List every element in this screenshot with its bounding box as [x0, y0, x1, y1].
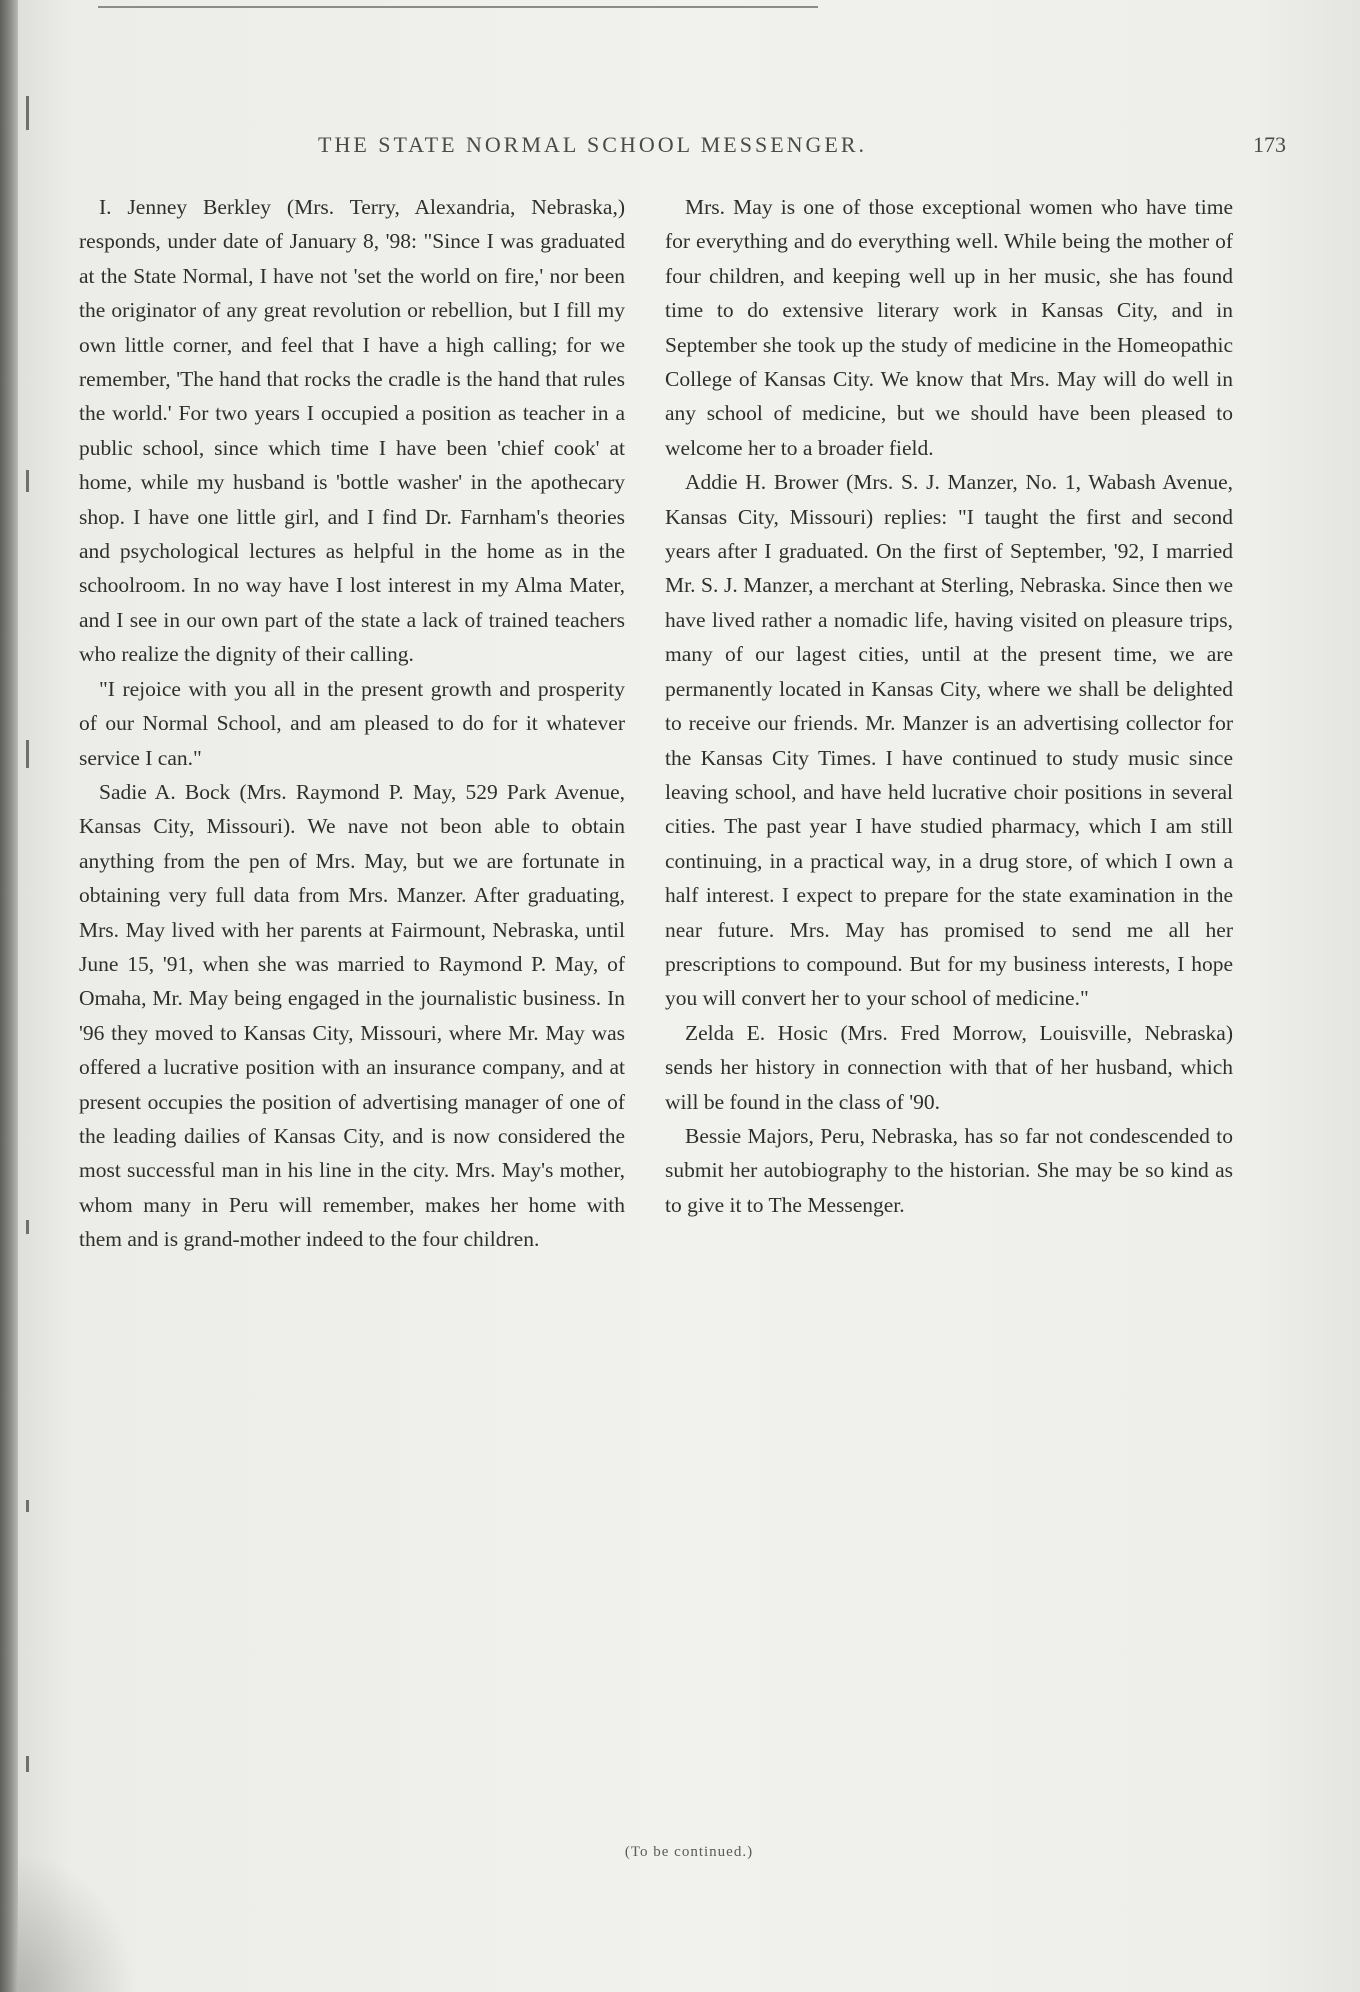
paragraph-hosic: Zelda E. Hosic (Mrs. Fred Morrow, Louisville, Nebraska) sends her history in connection with that of her husband, which will be found in the class of '90.: [665, 1020, 1233, 1114]
margin-mark: [26, 1220, 29, 1234]
left-column: [79, 190, 625, 1257]
margin-mark: [26, 96, 29, 130]
margin-mark: [26, 1756, 29, 1772]
margin-mark: [26, 1500, 29, 1512]
to-be-continued-note: (To be continued.): [624, 1844, 754, 1860]
paragraph-majors: Bessie Majors, Peru, Nebraska, has so far not condescended to submit her autobiography to the historian. She may be so kind as to give it to The Messenger.: [665, 1123, 1233, 1217]
paragraph-rejoice: "I rejoice with you all in the present growth and prosperity of our Normal School, and am pleased to do for it whatever service I can.": [79, 676, 625, 770]
paragraph-berkley: I. Jenney Berkley (Mrs. Terry, Alexandria, Nebraska,) responds, under date of January 8, '98: "Since I was graduated at the State Normal, I have not 'set the world on fire,' nor been the originator of any great revolution or rebellion, but I fill my own little corner, and feel that I have a high calling; for we remember, 'The hand that rocks the cradle is the hand that rules the world.' For two years I occupied a position as teacher in a public school, since which time I have been 'chief cook' at home, while my husband is 'bottle washer' in the apothecary shop. I have one little girl, and I find Dr. Farnham's theories and psychological lectures as helpful in the home as in the schoolroom. In no way have I lost interest in my Alma Mater, and I see in our own part of the state a lack of trained teachers who realize the dignity of their calling.: [79, 195, 625, 667]
top-rule: [98, 6, 818, 8]
right-column: [665, 190, 1233, 1222]
paragraph-may: Mrs. May is one of those exceptional women who have time for everything and do everything well. While being the mother of four children, and keeping well up in her music, she has found time to do extensive literary work in Kansas City, and in September she took up the study of medicine in the Homeopathic College of Kansas City. We know that Mrs. May will do well in any school of medicine, but we should have been pleased to welcome her to a broader field.: [665, 195, 1233, 460]
page-edge-shadow: [0, 0, 18, 1992]
paragraph-brower: Addie H. Brower (Mrs. S. J. Manzer, No. 1, Wabash Avenue, Kansas City, Missouri) replies: "I taught the first and second years after I graduated. On the first of September, '92, I married Mr. S. J. Manzer, a merchant at Sterling, Nebraska. Since then we have lived rather a nomadic life, having visited on pleasure trips, many of our lagest cities, until at the present time, we are permanently located in Kansas City, where we shall be delighted to receive our friends. Mr. Manzer is an advertising collector for the Kansas City Times. I have continued to study music since leaving school, and have held lucrative choir positions in several cities. The past year I have studied pharmacy, which I am still continuing, in a practical way, in a drug store, of which I own a half interest. I expect to prepare for the state examination in the near future. Mrs. May has promised to send me all her prescriptions to compound. But for my business interests, I hope you will convert her to your school of medicine.": [665, 470, 1233, 1011]
page-number: 173: [1253, 132, 1286, 157]
paragraph-bock: Sadie A. Bock (Mrs. Raymond P. May, 529 Park Avenue, Kansas City, Missouri). We nave not beon able to obtain anything from the pen of Mrs. May, but we are fortunate in obtaining very full data from Mrs. Manzer. After graduating, Mrs. May lived with her parents at Fairmount, Nebraska, until June 15, '91, when she was married to Raymond P. May, of Omaha, Mr. May being engaged in the journalistic business. In '96 they moved to Kansas City, Missouri, where Mr. May was offered a lucrative position with an insurance company, and at present occupies the position of advertising manager of one of the leading dailies of Kansas City, and is now considered the most successful man in his line in the city. Mrs. May's mother, whom many in Peru will remember, makes her home with them and is grand-mother indeed to the four children.: [79, 779, 625, 1252]
page-stain: [18, 1852, 138, 1992]
running-header: THE STATE NORMAL SCHOOL MESSENGER.: [318, 132, 868, 157]
margin-mark: [26, 740, 29, 768]
margin-mark: [26, 470, 29, 492]
document-page: [18, 0, 1360, 1992]
